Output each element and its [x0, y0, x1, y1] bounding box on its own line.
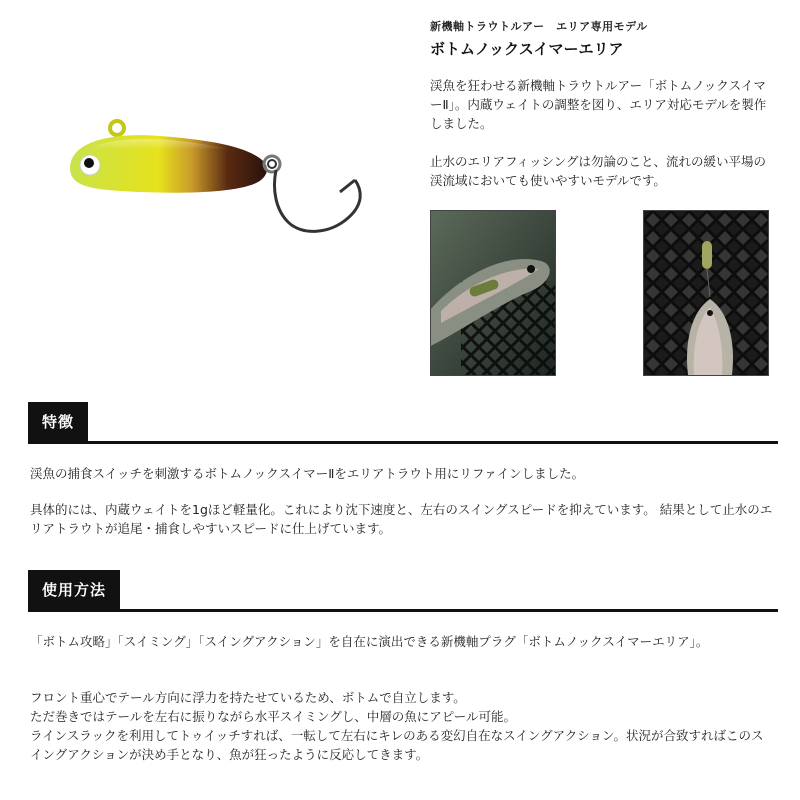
intro-paragraph-2: 止水のエリアフィッシングは勿論のこと、流れの緩い平場の渓流域においても使いやすいモデルです。	[430, 154, 766, 188]
section-divider	[28, 609, 778, 612]
intro-paragraph-1: 渓魚を狂わせる新機軸トラウトルアー「ボトムノックスイマーⅡ」。内蔵ウェイトの調整を図り、エリア対応モデルを製作しました。	[430, 78, 767, 131]
features-paragraph-2: 具体的には、内蔵ウェイトを1gほど軽量化。これにより沈下速度と、左右のスイングスピードを抑えています。 結果として止水のエリアトラウトが追尾・捕食しやすいスピードに仕上げています。	[30, 502, 773, 536]
features-paragraph-1: 渓魚の捕食スイッチを刺激するボトムノックスイマーⅡをエリアトラウト用にリファインしました。	[30, 466, 585, 481]
trout-photo-2	[643, 210, 769, 376]
usage-label: 使用方法	[28, 570, 120, 610]
usage-section-header	[28, 570, 778, 612]
section-divider	[28, 441, 778, 444]
lure-image	[40, 110, 400, 270]
intro-header	[430, 18, 770, 59]
usage-paragraph-1: 「ボトム攻略」「スイミング」「スイングアクション」を自在に演出できる新機軸プラグ「ボトムノックスイマーエリア」。	[30, 634, 709, 649]
features-label: 特徴	[28, 402, 88, 442]
usage-paragraph-2: フロント重心でテール方向に浮力を持たせているため、ボトムで自立します。 ただ巻きではテールを左右に振りながら水平スイミングし、中層の魚にアピール可能。 ラインスラックを利用してトゥイッチすれば、一転して左右にキレのある変幻自在なスイングアクション。状況が合致すればこのスイングアクションが決め手となり、魚が狂ったように反応してきます。	[30, 690, 764, 762]
product-subtitle: 新機軸トラウトルアー エリア専用モデル	[430, 20, 648, 33]
trout-photo-1	[430, 210, 556, 376]
features-section-header	[28, 402, 778, 444]
product-title: ボトムノックスイマーエリア	[430, 40, 624, 58]
